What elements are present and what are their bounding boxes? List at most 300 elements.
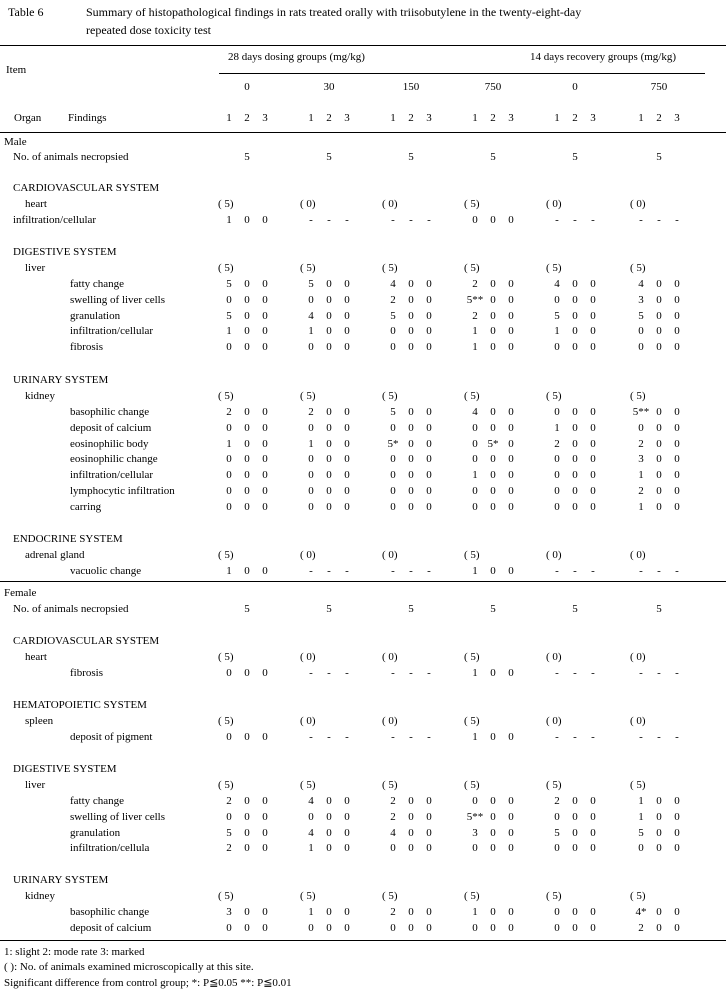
finding-value: 0 [426,294,432,306]
examined-count [466,197,526,211]
finding-value: 0 [508,485,514,497]
system-row [0,698,726,712]
finding-value: 1 [472,325,478,337]
finding-value: 0 [674,485,680,497]
system-row [0,181,726,195]
sex-row [0,586,726,600]
finding-value: 1 [638,501,644,513]
examined-count [384,389,444,403]
finding-name: fibrosis [70,341,103,353]
finding-value: 3 [638,453,644,465]
finding-row [0,564,726,578]
finding-row [0,905,726,919]
finding-value: 1 [554,422,560,434]
footnote-parentheses: ( ): No. of animals examined microscopically at this site. [4,961,254,973]
finding-value: 0 [590,485,596,497]
examined-count-value: ( 0) [382,651,398,663]
examined-count-value: ( 5) [300,390,316,402]
finding-value: 0 [408,294,414,306]
examined-count [548,889,608,903]
grade-label: 3 [674,112,680,124]
examined-count [220,197,280,211]
finding-value: 0 [508,325,514,337]
group-header-rule [219,73,705,74]
finding-value: 0 [656,294,662,306]
finding-value: 0 [344,406,350,418]
organ-name: adrenal gland [25,549,85,561]
finding-value: 0 [262,667,268,679]
examined-count-value: ( 0) [546,715,562,727]
finding-value: 0 [308,922,314,934]
organ-row [0,778,726,792]
finding-value: 1 [472,341,478,353]
finding-value: 0 [326,827,332,839]
finding-value: 0 [656,453,662,465]
finding-value: 0 [262,842,268,854]
necropsied-count: 5 [490,603,496,615]
finding-value: 4 [390,278,396,290]
finding-value: 5 [554,310,560,322]
finding-value: 0 [426,438,432,450]
finding-value: 0 [590,842,596,854]
finding-value: 0 [572,325,578,337]
organ-name: spleen [25,715,54,727]
finding-value: 0 [490,667,496,679]
dose-label: 0 [244,81,250,93]
system-name: CARDIOVASCULAR SYSTEM [13,635,160,647]
finding-value: 0 [308,485,314,497]
finding-value: 0 [390,325,396,337]
finding-value: 0 [226,453,232,465]
finding-value: 0 [674,453,680,465]
finding-value: 0 [590,406,596,418]
finding-value: - [639,667,643,679]
grade-label: 2 [572,112,578,124]
finding-value: 0 [508,453,514,465]
finding-value: 0 [490,453,496,465]
organ-name: kidney [25,390,55,402]
finding-value: 0 [244,453,250,465]
system-row [0,373,726,387]
finding-value: 0 [262,811,268,823]
finding-name: deposit of calcium [70,922,152,934]
examined-count-value: ( 5) [464,262,480,274]
finding-value: 0 [344,310,350,322]
finding-value: 0 [490,731,496,743]
examined-count [548,261,608,275]
finding-value: 0 [508,667,514,679]
finding-value: 0 [590,906,596,918]
finding-name: swelling of liver cells [70,294,166,306]
finding-value: 0 [326,422,332,434]
finding-value: 0 [472,438,478,450]
finding-value: 0 [490,795,496,807]
finding-value: 0 [326,341,332,353]
finding-value: 1 [638,811,644,823]
finding-value: 0 [638,341,644,353]
finding-value: 0 [656,842,662,854]
finding-value: 1 [554,325,560,337]
examined-count [302,389,362,403]
finding-name: infiltration/cellula [70,842,150,854]
finding-value: 4 [390,827,396,839]
necropsied-count: 5 [572,603,578,615]
finding-value: 0 [244,667,250,679]
finding-value: 0 [674,842,680,854]
finding-value: 0 [326,310,332,322]
examined-count [548,650,608,664]
findings-header: Findings [68,112,107,124]
finding-value: 0 [490,827,496,839]
finding-value: 2 [226,842,232,854]
examined-count [220,650,280,664]
finding-value: 0 [656,811,662,823]
examined-count [632,714,692,728]
examined-count [632,548,692,562]
finding-value: 0 [590,278,596,290]
examined-count-value: ( 0) [546,549,562,561]
finding-value: - [639,565,643,577]
examined-count [384,548,444,562]
finding-value: 0 [426,310,432,322]
examined-count [466,714,526,728]
finding-value: - [675,731,679,743]
finding-value: - [591,731,595,743]
finding-value: 0 [490,842,496,854]
finding-value: 0 [572,811,578,823]
finding-value: - [391,731,395,743]
finding-value: 5 [308,278,314,290]
examined-count [466,548,526,562]
finding-value: 1 [308,906,314,918]
finding-value: 0 [326,485,332,497]
finding-value: 0 [490,811,496,823]
finding-row [0,841,726,855]
finding-value: 4 [308,827,314,839]
examined-count-value: ( 5) [218,198,234,210]
organ-name: kidney [25,890,55,902]
finding-row [0,484,726,498]
finding-value: 0 [572,310,578,322]
finding-value: 0 [408,811,414,823]
necropsied-count: 5 [326,151,332,163]
finding-value: 0 [308,811,314,823]
finding-value: 0 [508,469,514,481]
finding-value: 0 [390,922,396,934]
finding-value: 0 [590,422,596,434]
finding-value: 0 [326,438,332,450]
examined-count-value: ( 5) [546,262,562,274]
finding-value: 0 [572,278,578,290]
finding-value: - [657,565,661,577]
examined-count-value: ( 5) [382,779,398,791]
examined-count-value: ( 5) [464,651,480,663]
necropsied-label: No. of animals necropsied [13,151,129,163]
finding-value: 2 [472,310,478,322]
examined-count-value: ( 5) [218,651,234,663]
finding-value: - [639,214,643,226]
finding-value: 0 [344,469,350,481]
finding-value: 0 [674,438,680,450]
finding-value: 5* [487,438,499,450]
finding-value: 0 [308,341,314,353]
examined-count-value: ( 5) [218,549,234,561]
finding-value: 3 [472,827,478,839]
dose-header-row [0,80,726,94]
finding-value: - [427,565,431,577]
finding-value: 0 [426,422,432,434]
finding-row [0,452,726,466]
examined-count [220,389,280,403]
examined-count-value: ( 0) [300,198,316,210]
finding-value: - [391,667,395,679]
finding-value: 0 [508,406,514,418]
finding-row [0,437,726,451]
finding-value: 0 [262,214,268,226]
table-title-line-2: repeated dose toxicity test [86,23,211,37]
necropsied-count: 5 [408,151,414,163]
organ-row [0,548,726,562]
finding-row [0,730,726,744]
grade-label: 1 [472,112,478,124]
examined-count [302,889,362,903]
grade-label: 1 [226,112,232,124]
finding-value: - [573,731,577,743]
finding-value: 0 [344,811,350,823]
finding-value: 0 [490,214,496,226]
finding-value: - [675,667,679,679]
finding-value: 0 [244,325,250,337]
examined-count [302,650,362,664]
finding-value: 0 [472,214,478,226]
examined-count-value: ( 5) [630,390,646,402]
finding-value: 0 [244,906,250,918]
finding-value: - [427,214,431,226]
finding-value: 0 [508,501,514,513]
finding-value: 5 [226,310,232,322]
dose-label: 0 [572,81,578,93]
examined-count [220,261,280,275]
finding-value: 0 [674,795,680,807]
finding-value: 0 [656,827,662,839]
finding-value: 0 [326,453,332,465]
finding-value: 0 [326,469,332,481]
finding-value: 0 [508,278,514,290]
finding-value: 0 [508,214,514,226]
finding-value: 0 [508,842,514,854]
finding-value: - [309,565,313,577]
finding-value: 0 [426,795,432,807]
finding-value: 2 [226,406,232,418]
grade-label: 1 [390,112,396,124]
finding-value: 0 [572,406,578,418]
finding-value: 0 [554,406,560,418]
finding-value: 0 [226,469,232,481]
examined-count-value: ( 5) [300,890,316,902]
finding-value: 0 [426,325,432,337]
finding-value: 0 [426,827,432,839]
finding-value: 2 [390,811,396,823]
finding-value: 0 [244,922,250,934]
finding-value: 0 [308,469,314,481]
finding-name: swelling of liver cells [70,811,166,823]
finding-value: - [327,214,331,226]
finding-value: 0 [308,422,314,434]
sex-label: Female [4,587,37,599]
finding-value: 0 [326,325,332,337]
finding-value: 0 [508,294,514,306]
necropsied-count: 5 [408,603,414,615]
finding-value: 5 [554,827,560,839]
examined-count-value: ( 5) [464,779,480,791]
finding-value: 1 [472,906,478,918]
finding-value: - [391,214,395,226]
examined-count [632,389,692,403]
grade-label: 3 [508,112,514,124]
examined-count-value: ( 5) [546,390,562,402]
finding-value: 0 [508,310,514,322]
examined-count-value: ( 5) [300,779,316,791]
finding-value: 0 [508,341,514,353]
system-name: CARDIOVASCULAR SYSTEM [13,182,160,194]
finding-value: 0 [226,341,232,353]
finding-value: 0 [344,906,350,918]
finding-value: 0 [262,922,268,934]
finding-value: - [657,214,661,226]
finding-value: 0 [656,795,662,807]
finding-value: - [391,565,395,577]
organ-header: Organ [14,112,42,124]
finding-value: - [675,214,679,226]
finding-value: 0 [656,501,662,513]
finding-value: 0 [508,731,514,743]
necropsied-label: No. of animals necropsied [13,603,129,615]
examined-count-value: ( 0) [546,651,562,663]
finding-value: 0 [674,811,680,823]
examined-count-value: ( 5) [464,549,480,561]
finding-value: - [591,667,595,679]
finding-value: 0 [344,501,350,513]
finding-value: 0 [590,827,596,839]
finding-value: - [409,565,413,577]
finding-value: 0 [426,906,432,918]
examined-count [384,261,444,275]
necropsied-count: 5 [490,151,496,163]
finding-value: 0 [408,842,414,854]
examined-count [632,650,692,664]
examined-count-value: ( 5) [218,779,234,791]
finding-value: 0 [344,325,350,337]
necropsied-row [0,602,726,616]
finding-row [0,340,726,354]
finding-value: 0 [674,341,680,353]
finding-value: 0 [308,501,314,513]
finding-value: 0 [490,406,496,418]
footnote-grades: 1: slight 2: mode rate 3: marked [4,946,145,958]
organ-name: heart [25,198,47,210]
organ-row [0,714,726,728]
finding-value: 0 [262,485,268,497]
finding-value: 0 [390,501,396,513]
finding-value: - [591,214,595,226]
finding-value: 4 [554,278,560,290]
finding-value: 0 [344,795,350,807]
finding-value: 0 [408,469,414,481]
finding-value: 1 [226,214,232,226]
finding-value: - [573,565,577,577]
organ-row [0,889,726,903]
grade-label: 3 [262,112,268,124]
finding-value: 0 [408,278,414,290]
examined-count-value: ( 5) [630,262,646,274]
finding-value: 0 [590,438,596,450]
system-row [0,762,726,776]
organ-row [0,261,726,275]
recovery-group-header: 14 days recovery groups (mg/kg) [530,51,677,63]
finding-value: 0 [244,731,250,743]
finding-value: 2 [472,278,478,290]
finding-value: 5 [226,827,232,839]
table-number: Table 6 [8,5,44,19]
finding-value: 0 [426,811,432,823]
finding-value: 0 [262,795,268,807]
finding-value: 0 [490,469,496,481]
finding-value: 0 [408,453,414,465]
finding-value: 2 [308,406,314,418]
finding-value: 0 [244,214,250,226]
finding-value: 5 [390,406,396,418]
examined-count [302,714,362,728]
finding-value: 0 [508,565,514,577]
sex-divider-rule [0,581,726,582]
finding-value: 0 [472,485,478,497]
finding-name: granulation [70,310,121,322]
finding-value: 0 [656,438,662,450]
finding-value: - [327,565,331,577]
finding-value: 0 [262,406,268,418]
finding-value: 0 [508,438,514,450]
finding-value: 0 [674,827,680,839]
table-title-line-1: Summary of histopathological findings in rats treated orally with triisobutylene in the twenty-eight-day [86,5,582,19]
finding-value: 0 [490,565,496,577]
finding-value: 0 [590,453,596,465]
examined-count-value: ( 0) [382,198,398,210]
grade-label: 1 [308,112,314,124]
finding-value: 0 [572,341,578,353]
finding-name: basophilic change [70,406,150,418]
finding-value: 0 [472,422,478,434]
finding-value: 0 [226,422,232,434]
finding-value: 0 [244,565,250,577]
finding-value: 0 [426,922,432,934]
finding-value: 0 [490,294,496,306]
finding-value: 0 [508,795,514,807]
finding-value: 0 [262,341,268,353]
finding-value: 0 [656,922,662,934]
examined-count-value: ( 5) [218,890,234,902]
finding-value: 5 [638,827,644,839]
finding-value: - [345,667,349,679]
finding-name: vacuolic change [70,565,142,577]
dose-label: 30 [323,81,335,93]
finding-value: 5** [632,406,650,418]
finding-value: 0 [408,406,414,418]
examined-count-value: ( 5) [630,779,646,791]
finding-value: 0 [554,922,560,934]
examined-count-value: ( 5) [382,262,398,274]
finding-value: 0 [656,341,662,353]
examined-count-value: ( 0) [630,549,646,561]
